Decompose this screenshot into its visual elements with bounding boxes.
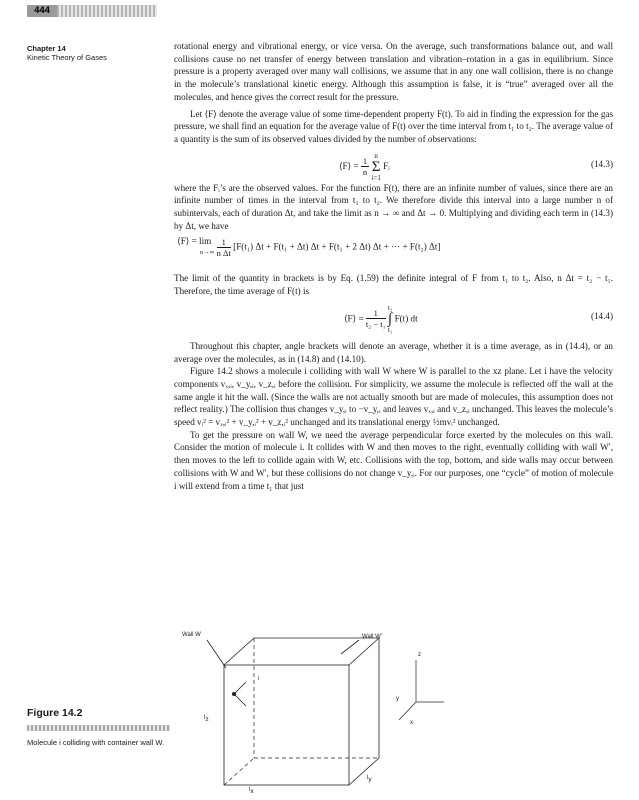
eq3-numerator: 1 [362,156,368,167]
equation-14-4 [174,300,613,340]
x-axis-label: x [410,720,413,726]
box-edge [349,638,379,665]
sum-lower: i=1 [371,173,381,182]
figure-14-2-diagram [174,630,604,795]
y-axis-label: y [396,696,399,702]
molecule-i [232,692,235,695]
equation-number-14-3: (14.3) [590,158,613,169]
eq4-denominator: t₂ − t₁ [365,319,386,330]
lz-label: $l_z$ [204,715,209,724]
page-number: 444 [27,5,57,17]
page-header-bar [27,5,157,17]
integral-symbol: t₂ ∫ t₁ [387,303,393,334]
equation-number-14-4: (14.4) [590,310,613,321]
chapter-label: Chapter 14 [27,44,66,53]
equation-14-3 [174,148,613,182]
paragraph-7: To get the pressure on wall W, we need the average perpendicular force exerted by the molecules on this wall. Consider the motion of molecule i. It collides with W and then moves to the right, eventually colliding with wall W′, then moves to the left to collide again with W, etc. Collisions with the top, bottom, and side walls may occur between collisions with W and W′, but these collisions do not change v_y,ᵢ. For our purposes, one “cycle” of motion of molecule i will extend from a time t₁ that just [174,429,613,491]
wall-w-leader [207,640,226,668]
equation-limit [174,234,613,272]
box-diagram [174,630,604,795]
eq3-lhs: ⟨F⟩ = [339,160,359,171]
body-text [174,40,613,492]
int-lower: t₁ [387,325,393,334]
wall-wprime-label: Wall W′ [362,634,382,640]
z-axis-label: z [418,652,421,658]
eq3-fraction [361,156,369,177]
molecule-label: i [258,676,260,682]
figure-label: Figure 14.2 [27,707,83,719]
chapter-title: Kinetic Theory of Gases [27,53,107,62]
eq-lim-subscript: n→∞ [200,249,215,257]
paragraph-1: rotational energy and vibrational energy, or vice versa. On the average, such transformations balance out, and wall collisions cause no net transfer of energy between translation and vibration–rotation in a gas in equilibrium. Since pressure is a property averaged over many wall collisions, we assume that in any one wall collision, there is no change in the molecule’s translational kinetic energy. Although this assumption is false, it is “true” averaged over all the molecules, and hence gives the correct result for the pressure. [174,41,613,102]
eq4-body: F(t) dt [394,313,418,324]
paragraph-3: where the Fᵢ’s are the observed values. For the function F(t), there are an infinite number of values, since there are an infinite number of times in the interval from t₁ to t₂. We therefore divide this interval into a large number n of subintervals, each of duration Δt, and take the limit as n → ∞ and Δt → 0. Multiplying and dividing each term in (14.3) by Δt, we have [174,182,613,231]
paragraph-2: Let ⟨F⟩ denote the average value of some time-dependent property F(t). To aid in finding the expression for the gas pressure, we shall find an equation for the average value of F(t) over the time interval from t₁ to t₂. The average value of a quantity is the sum of its observed values divided by the number of observations: [174,108,613,144]
int-upper: t₂ [387,303,393,312]
paragraph-4: The limit of the quantity in brackets is by Eq. (1.59) the definite integral of F from t₁ to t₂. Also, n Δt = t₂ − t₁. Therefore, the time average of F(t) is [174,273,613,297]
eq4-fraction: $\frac{1}{\text{t₂ − t₁}}$ [365,308,386,330]
header-stripes [57,5,157,17]
sum-upper: n [374,151,378,160]
eq-lim-body: [F(t₁) Δt + F(t₁ + Δt) Δt + F(t₁ + 2 Δt) Δt + ··· + F(t₂) Δt] [233,242,441,253]
figure-caption: Molecule i colliding with container wall W. [27,738,165,747]
eq-lim-denominator: n Δt [216,247,231,258]
box-front-face [224,665,349,785]
lx-label: $l_x$ [249,787,254,796]
box-edge [224,638,254,665]
paragraph-6: Figure 14.2 shows a molecule i colliding with wall W where W is parallel to the xz plane. Let i have the velocity components vₓ,ᵢ, v_y,ᵢ, v_z,ᵢ before the collision. For simplicity, we assume the molecule is reflected off the wall at the same angle it hit the wall. (Since the walls are not actually smooth but are made of molecules, this assumption does not reflect reality.) The collision thus changes v_y,ᵢ to −v_y,ᵢ and leaves vₓ,ᵢ and v_z,ᵢ unchanged. This leaves the molecule’s speed vᵢ² = vₓ,ᵢ² + v_y,ᵢ² + v_z,ᵢ² unchanged and its translational energy ½mvᵢ² unchanged. [174,366,613,428]
summation-symbol: n Σ i=1 [371,151,381,182]
hidden-edge [224,758,254,785]
wall-w-label: Wall W [182,632,201,638]
eq-lim-lhs: ⟨F⟩ = lim [177,236,212,247]
eq3-term: Fᵢ [383,160,390,171]
box-edge [349,758,379,785]
ly-label: $l_y$ [367,775,372,784]
eq3-denominator: n [362,167,368,178]
chapter-heading [27,44,107,62]
figure-rule [27,725,170,731]
x-axis [399,702,416,720]
eq-lim-fraction: $\frac{1}{\text{n Δt}}$ [216,236,231,258]
eq4-lhs: ⟨F⟩ = [344,313,364,324]
paragraph-5: Throughout this chapter, angle brackets will denote an average, whether it is a time average, as in (14.4), or an average over the molecules, as in (14.8) and (14.10). [174,340,613,364]
wall-wp-leader [341,640,359,654]
